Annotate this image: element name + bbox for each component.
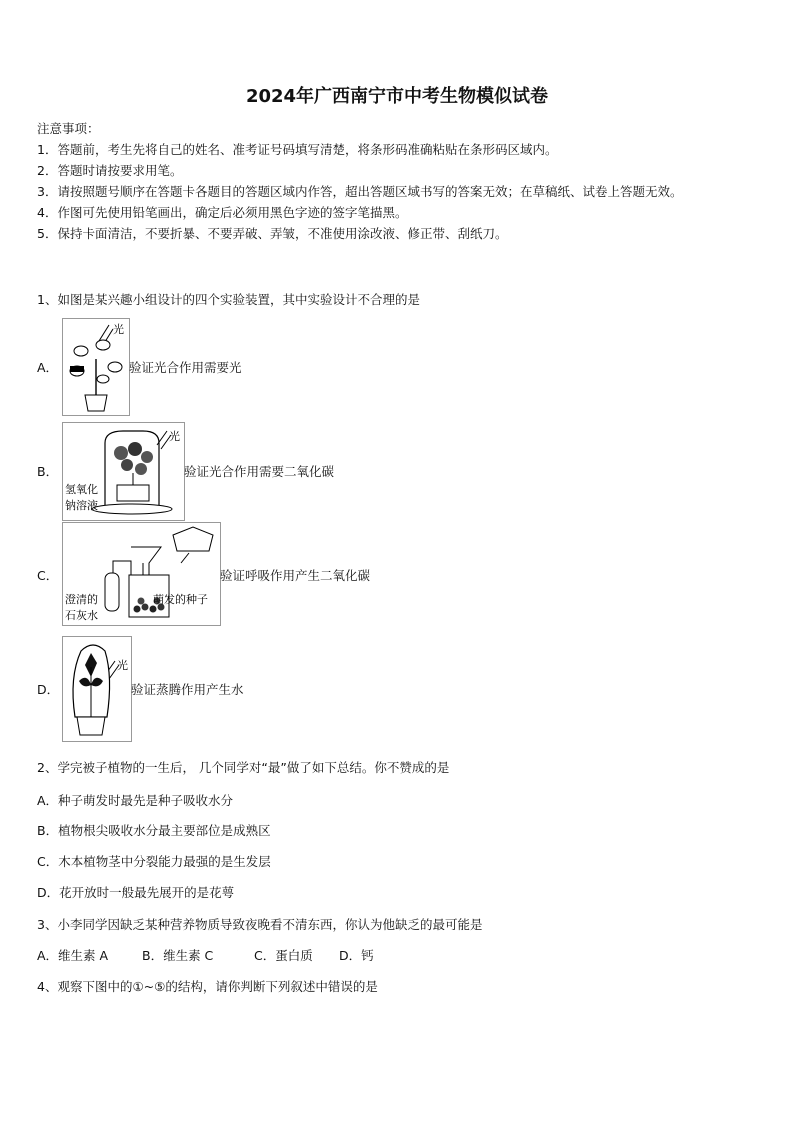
q2-option-c: C．木本植物茎中分裂能力最强的是生发层 <box>37 854 271 869</box>
notice-heading: 注意事项： <box>37 121 100 136</box>
fig-c-label-limewater-1: 澄清的 <box>65 593 98 606</box>
q3-option-a: A．维生素 A <box>37 948 109 963</box>
notice-item: 5．保持卡面清洁，不要折暴、不要弄破、弄皱，不准使用涂改液、修正带、刮纸刀。 <box>37 226 508 241</box>
notice-item: 3．请按照题号顺序在答题卡各题目的答题区域内作答，超出答题区域书写的答案无效；在草稿纸、试卷上答题无效。 <box>37 184 683 199</box>
respiration-apparatus-figure <box>62 522 221 626</box>
q2-option-d: D．花开放时一般最先展开的是花萼 <box>37 885 235 900</box>
q3-option-b: B．维生素 C <box>142 948 214 963</box>
notice-item: 4．作图可先使用铅笔画出，确定后必须用黑色字迹的签字笔描黑。 <box>37 205 408 220</box>
q3-stem: 3、小李同学因缺乏某种营养物质导致夜晚看不清东西，你认为他缺乏的最可能是 <box>37 917 483 932</box>
q1-option-b-text: 验证光合作用需要二氧化碳 <box>184 464 335 479</box>
fig-b-label-naoh-2: 钠溶液 <box>65 499 98 512</box>
q2-option-b: B．植物根尖吸收水分最主要部位是成熟区 <box>37 823 271 838</box>
page-title: 2024年广西南宁市中考生物模似试卷 <box>245 86 549 107</box>
fig-b-label-light: 光 <box>169 430 180 443</box>
fig-d-label-light: 光 <box>117 659 128 672</box>
q1-stem: 1、如图是某兴趣小组设计的四个实验装置，其中实验设计不合理的是 <box>37 292 420 307</box>
fig-a-label-light: 光 <box>113 323 124 336</box>
plant-light-figure <box>62 318 130 416</box>
q1-option-c-text: 验证呼吸作用产生二氧化碳 <box>220 568 371 583</box>
fig-b-label-naoh-1: 氢氧化 <box>65 483 98 496</box>
q2-stem: 2、学完被子植物的一生后， 几个同学对“最”做了如下总结。你不赞成的是 <box>37 760 450 775</box>
q4-stem: 4、观察下图中的①~⑤的结构，请你判断下列叙述中错误的是 <box>37 979 378 994</box>
q1-option-d-letter: D． <box>37 682 60 697</box>
notice-item: 1．答题前，考生先将自己的姓名、准考证号码填写清楚，将条形码准确粘贴在条形码区域内。 <box>37 142 558 157</box>
q1-option-d-text: 验证蒸腾作用产生水 <box>131 682 244 697</box>
q2-option-a: A．种子萌发时最先是种子吸收水分 <box>37 793 234 808</box>
q1-option-b-letter: B． <box>37 464 59 479</box>
q3-option-d: D．钙 <box>339 948 374 963</box>
fig-c-label-limewater-2: 石灰水 <box>65 609 98 622</box>
q1-option-a-text: 验证光合作用需要光 <box>129 360 242 375</box>
transpiration-figure <box>62 636 132 742</box>
q1-option-a-letter: A． <box>37 360 59 375</box>
q3-option-c: C．蛋白质 <box>254 948 313 963</box>
notice-item: 2．答题时请按要求用笔。 <box>37 163 183 178</box>
bell-jar-figure <box>62 422 185 521</box>
q1-option-c-letter: C． <box>37 568 59 583</box>
fig-c-label-seeds: 萌发的种子 <box>153 593 208 606</box>
